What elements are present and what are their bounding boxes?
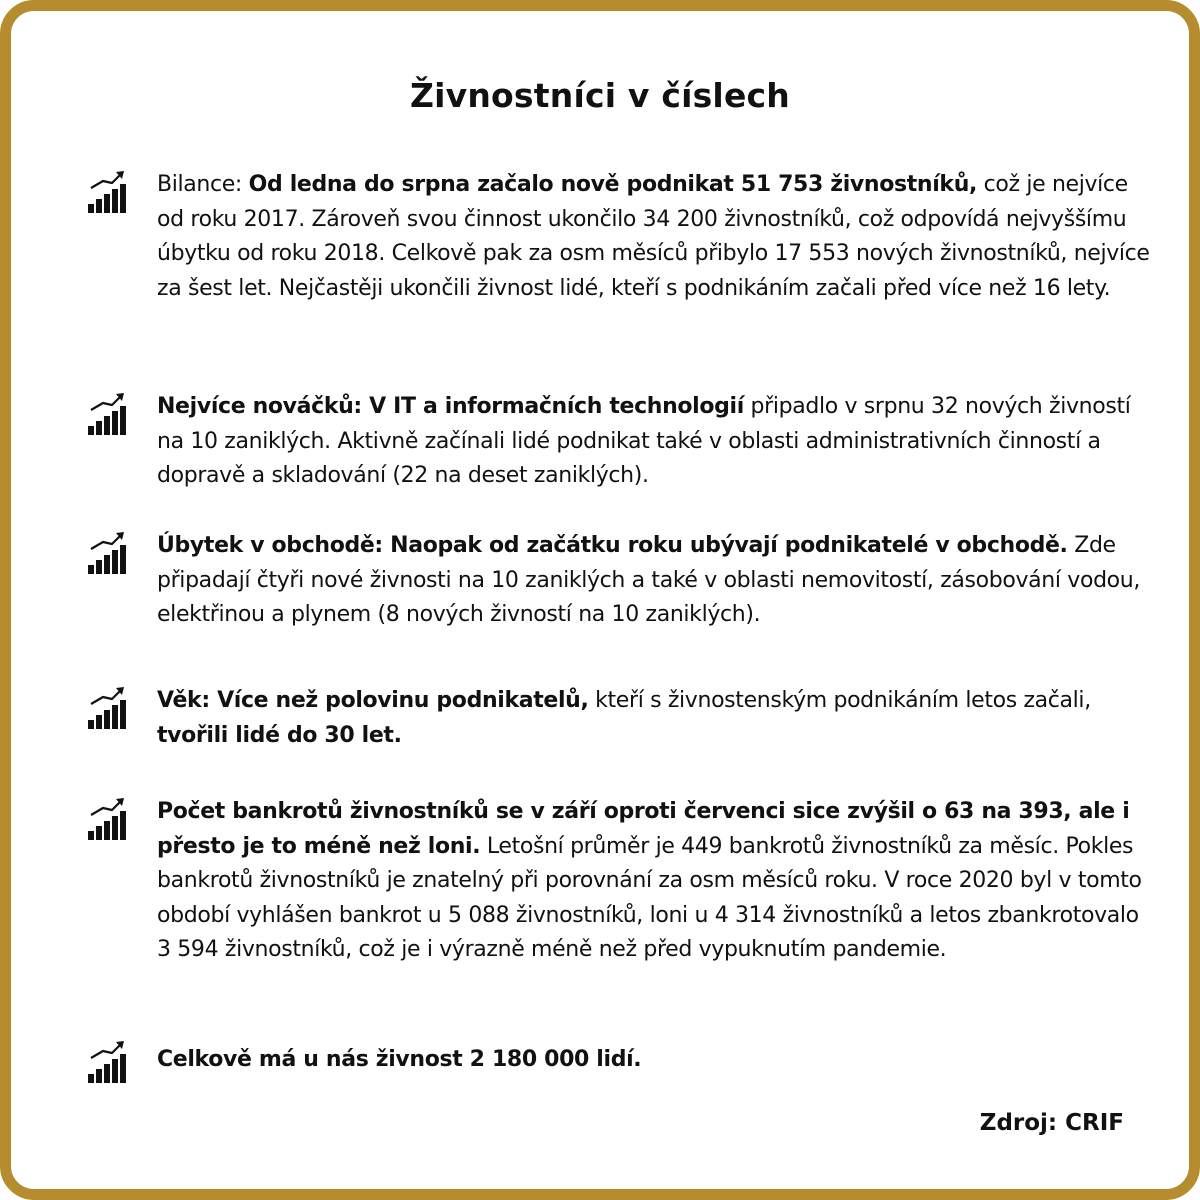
item-text bbox=[157, 1043, 1157, 1078]
item-text bbox=[157, 390, 1157, 494]
bar-chart-growth-icon bbox=[84, 531, 130, 577]
bold-text: Věk: Více než polovinu podnikatelů, bbox=[157, 688, 589, 713]
bar-chart-growth-icon bbox=[84, 1040, 130, 1086]
body-text: Bilance: bbox=[157, 172, 249, 197]
bold-text: Od ledna do srpna začalo nově podnikat 51 753 živnostníků, bbox=[248, 172, 978, 197]
bold-text: Celkově má u nás živnost 2 180 000 lidí. bbox=[157, 1047, 642, 1072]
body-text: Letošní průměr je 449 bankrotů živnostníků za měsíc. Pokles bankrotů živnostníků je znatelný při porovnání za osm měsíců roku. V roce 2020 byl v tomto období vyhlášen bankrot u 5 088 živnostníků, loni u 4 314 živnostníků a letos zbankrotovalo 3 594 živnostníků, což je i výrazně méně než před vypuknutím pandemie. bbox=[157, 833, 1142, 962]
page-title: Živnostníci v číslech bbox=[410, 76, 790, 115]
bar-chart-growth-icon bbox=[84, 797, 130, 843]
body-text: připadlo v srpnu 32 nových živností na 10 zaniklých. Aktivně začínali lidé podnikat také v oblasti administrativních činností a dopravě a skladování (22 na deset zaniklých). bbox=[157, 394, 1131, 488]
bold-text: Úbytek v obchodě: Naopak od začátku roku ubývají podnikatelé v obchodě. bbox=[157, 533, 1068, 558]
bold-text: tvořili lidé do 30 let. bbox=[157, 722, 402, 748]
body-text: kteří s živnostenským podnikáním letos začali, bbox=[588, 688, 1091, 713]
body-text: Zde připadají čtyři nové živnosti na 10 zaniklých a také v oblasti nemovitostí, zásobování vodou, elektřinou a plynem (8 nových živností na 10 zaniklých). bbox=[157, 533, 1141, 627]
bar-chart-growth-icon bbox=[84, 686, 130, 732]
item-text bbox=[157, 795, 1157, 968]
source-credit: Zdroj: CRIF bbox=[979, 1110, 1124, 1136]
body-text: což je nejvíce od roku 2017. Zároveň svou činnost ukončilo 34 200 živnostníků, což odpovídá nejvyššímu úbytku od roku 2018. Celkově pak za osm měsíců přibylo 17 553 nových živnostníků, nejvíce za šest let. Nejčastěji ukončili živnost lidé, kteří s podnikáním začali před více než 16 lety. bbox=[157, 172, 1150, 301]
item-text bbox=[157, 529, 1157, 633]
bold-text: Počet bankrotů živnostníků se v září oproti červenci sice zvýšil o 63 na 393, ale i přesto je to méně než loni. bbox=[157, 799, 1130, 859]
bold-text: Nejvíce nováčků: V IT a informačních technologií bbox=[157, 394, 744, 419]
bar-chart-growth-icon bbox=[84, 392, 130, 438]
item-text bbox=[157, 684, 1157, 753]
item-text bbox=[157, 168, 1157, 306]
bar-chart-growth-icon bbox=[84, 170, 130, 216]
